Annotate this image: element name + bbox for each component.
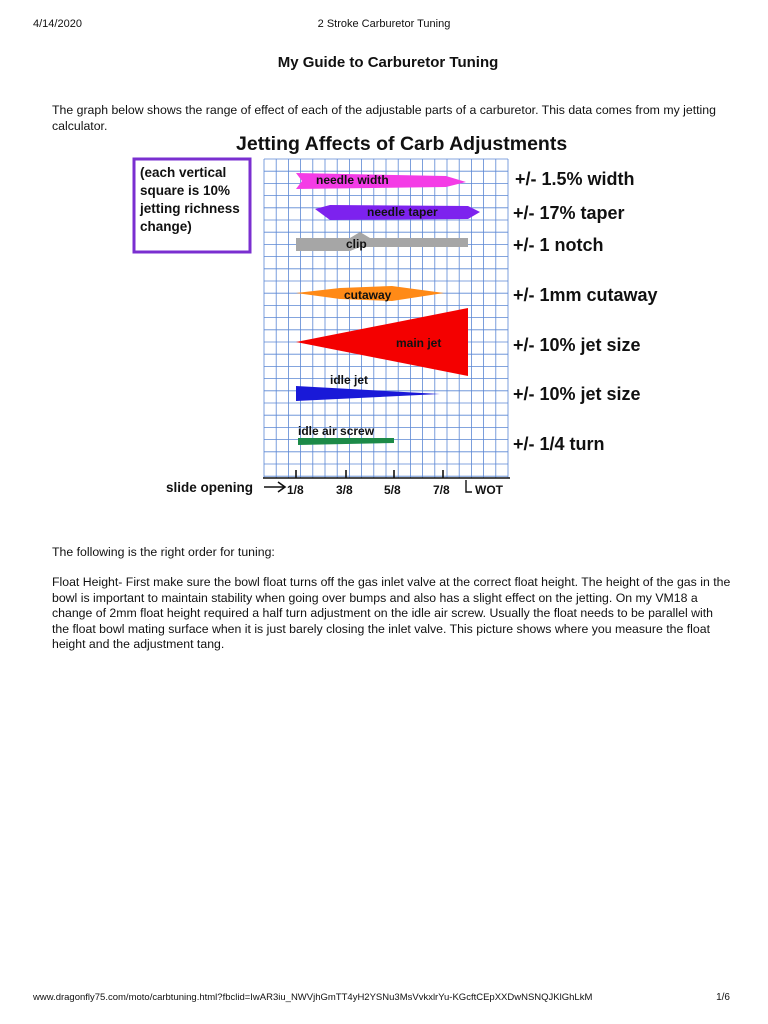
bar-label-clip: clip — [346, 237, 367, 251]
bar-main-jet — [296, 308, 468, 376]
print-date: 4/14/2020 — [33, 18, 82, 30]
print-page-title: 2 Stroke Carburetor Tuning — [317, 18, 451, 30]
note-line-2: square is 10% — [140, 183, 231, 198]
range-clip: +/- 1 notch — [513, 235, 604, 255]
bar-idle-jet — [296, 386, 440, 401]
bar-label-needle-width: needle width — [316, 173, 389, 187]
float-height-paragraph: Float Height- First make sure the bowl float turns off the gas inlet valve at the correct float height. The height of the gas in the bowl is important to maintain stability when going over bumps and also has a slight effect on the jetting. On my VM18 a change of 2mm float height required a half turn adjustment on the idle air screw. Usually the float needs to be parallel with the float bowl mating surface when it is just barely closing the inlet valve. This picture shows where you measure the float height and the adjustment tang. — [52, 575, 731, 651]
tuning-order-intro: The following is the right order for tuning: — [52, 545, 275, 559]
range-main-jet: +/- 10% jet size — [513, 335, 641, 355]
range-idle-jet: +/- 10% jet size — [513, 384, 641, 404]
axis-label: slide opening — [166, 480, 254, 495]
bar-label-idle-air-screw: idle air screw — [298, 424, 375, 438]
wot-bracket-icon — [466, 480, 472, 492]
bar-idle-air-screw — [298, 438, 394, 445]
tick-label-3-8: 3/8 — [336, 483, 353, 497]
note-line-4: change) — [140, 219, 192, 234]
bar-label-needle-taper: needle taper — [367, 205, 438, 219]
jetting-effects-figure — [0, 128, 768, 500]
bar-label-main-jet: main jet — [396, 336, 442, 350]
bar-clip — [296, 232, 468, 251]
footer-url: www.dragonfly75.com/moto/carbtuning.html?fbclid=IwAR3iu_NWVjhGmTT4yH2YSNu3MsVvkxlrYu-KGcftCEpXXDwNSNQJKlGhLkM — [33, 992, 593, 1003]
intro-paragraph: The graph below shows the range of effect of each of the adjustable parts of a carburetor. This data comes from my jetting calculator. — [52, 103, 716, 133]
note-line-3: jetting richness — [140, 201, 240, 216]
tick-label-5-8: 5/8 — [384, 483, 401, 497]
tick-label-7-8: 7/8 — [433, 483, 450, 497]
range-needle-taper: +/- 17% taper — [513, 203, 625, 223]
range-needle-width: +/- 1.5% width — [515, 169, 635, 189]
note-line-1: (each vertical — [140, 165, 227, 180]
footer-page-number: 1/6 — [716, 992, 730, 1003]
range-idle-air-screw: +/- 1/4 turn — [513, 434, 605, 454]
bar-label-cutaway: cutaway — [344, 288, 392, 302]
tick-label-wot: WOT — [475, 483, 503, 497]
tick-label-1-8: 1/8 — [287, 483, 304, 497]
range-cutaway: +/- 1mm cutaway — [513, 285, 658, 305]
arrow-right-icon — [264, 482, 285, 492]
figure-title: Jetting Affects of Carb Adjustments — [236, 133, 568, 155]
bar-label-idle-jet: idle jet — [330, 373, 369, 387]
document-title: My Guide to Carburetor Tuning — [277, 54, 499, 71]
